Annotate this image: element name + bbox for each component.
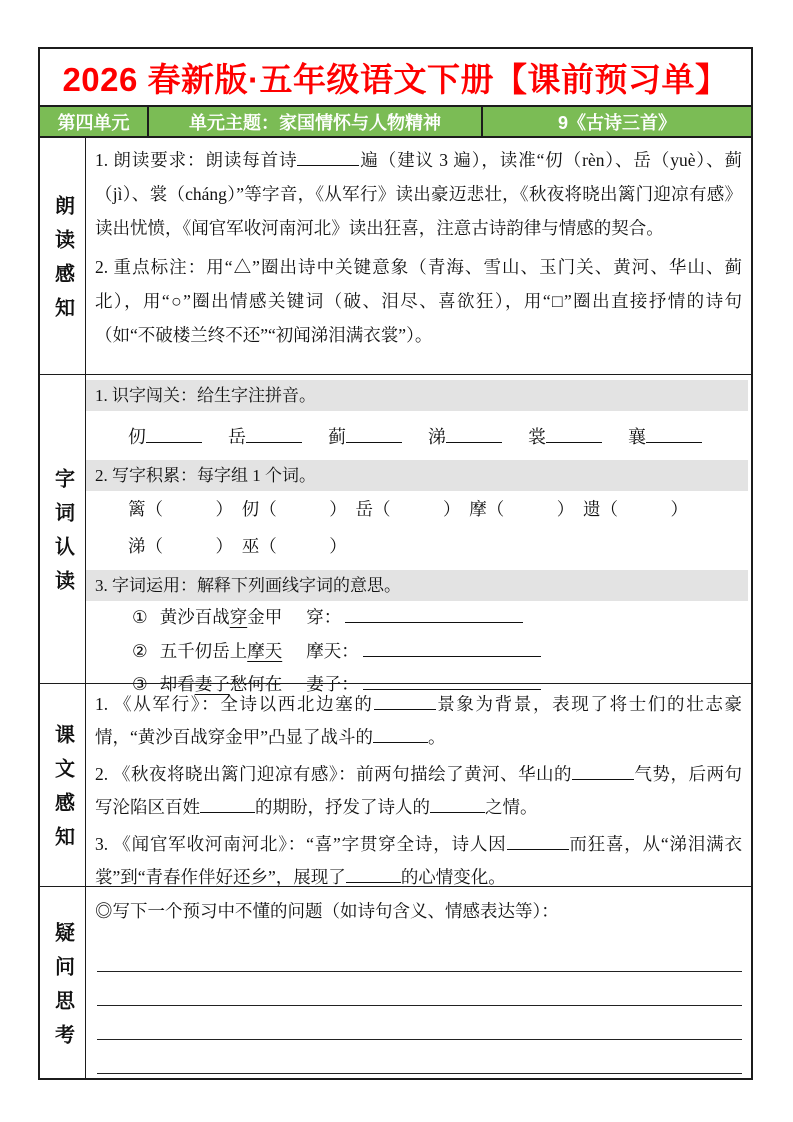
item-text: 的心情变化。 [400,867,506,887]
writing-line [97,1006,742,1040]
reading-item-1-text: 1. 朗读要求：朗读每首诗 [95,150,298,170]
section-comprehension-label-cell [40,684,86,886]
page-title: 2026 春新版·五年级语文下册【课前预习单】 [62,60,729,98]
pinyin-char: 襄 [628,427,646,447]
underlined-word: 摩天 [247,640,283,661]
words-heading-1: 1. 识字闯关：给生字注拼音。 [86,380,748,411]
pinyin-char: 涕 [428,427,446,447]
unit-number: 第四单元 [57,112,130,133]
section-reading-content [86,138,751,374]
fill-in-blank [374,692,436,710]
fill-in-blank [363,638,541,656]
item-text: 的期盼，抒发了诗人的 [255,797,430,817]
fill-in-blank [446,424,502,443]
phrase-text: 金甲 [247,607,283,627]
word-building-line-2: 涕（ ） 巫（ ） [128,536,347,556]
fill-in-blank [346,424,402,443]
fill-in-blank [507,832,569,850]
item-text: 之情。 [485,797,538,817]
section-questions [40,886,751,1078]
fill-in-blank [572,762,634,780]
fill-in-blank [297,148,359,166]
item-text: 1. 《从军行》：全诗以西北边塞的 [95,694,374,714]
section-comprehension [40,683,751,886]
pinyin-char: 岳 [228,427,246,447]
fill-in-blank [200,795,255,813]
question-prompt: ◎写下一个预习中不懂的问题（如诗句含义、情感表达等）： [95,901,559,921]
item-text: 。 [428,727,446,747]
item-text: 景象为背景，表现了将士们的壮志豪情，“黄沙百战穿金甲”凸显了战斗的 [95,694,743,747]
section-label: 课文感知 [51,724,74,860]
section-reading-label-cell [40,138,86,374]
fill-in-blank [546,424,602,443]
answer-label: 摩天： [306,640,359,661]
section-words-label-cell [40,375,86,683]
worksheet-page [38,47,753,1080]
item-number: ③ [132,674,148,694]
comprehension-item-2 [86,754,751,824]
phrase-text: 愁何在 [229,674,283,694]
item-number: ① [132,607,148,627]
section-words-content [86,375,751,694]
phrase-text: 却看 [159,674,195,694]
fill-in-blank [246,424,302,443]
reading-item-1-text-cont: 遍（建议 3 遍），读准“仞（rèn）、岳（yuè）、蓟（jì）、裳（cháng）”等字音，《从军行》读出豪迈悲壮，《秋夜将晓出篱门迎凉有感》读出忧愤，《闻官军收河南河北》读出狂喜，注意古诗韵律与情感的契合。 [95,150,742,238]
word-building-line-1: 篱（ ） 仞（ ） 岳（ ） 摩（ ） 遗（ ） [128,499,688,519]
item-text: 2. 《秋夜将晓出篱门迎凉有感》：前两句描绘了黄河、华山的 [95,764,573,784]
words-heading-3: 3. 字词运用：解释下列画线字词的意思。 [86,570,748,601]
unit-theme: 单元主题：家国情怀与人物精神 [147,107,483,136]
reading-item-1 [86,138,751,245]
writing-line [97,972,742,1006]
phrase-text: 黄沙百战 [159,607,230,627]
writing-line [97,1040,742,1074]
fill-in-blank [345,605,523,623]
section-words [40,374,751,694]
writing-lines [97,938,742,1074]
section-label: 字词认读 [51,468,74,604]
underlined-word: 穿 [229,607,248,627]
lesson-title: 9《古诗三首》 [557,112,676,133]
pinyin-char: 蓟 [328,427,346,447]
comprehension-item-1 [86,684,751,754]
section-comprehension-content [86,684,751,886]
section-questions-content [86,887,751,1078]
word-usage-item-1 [86,601,751,635]
fill-in-blank [346,865,401,883]
fill-in-blank [646,424,702,443]
fill-in-blank [430,795,485,813]
writing-line [97,938,742,972]
item-number: ② [132,640,148,661]
item-text: 而狂喜，从“涕泪满衣裳”到“青春作伴好还乡”，展现了 [95,834,742,887]
section-label: 疑问思考 [51,921,74,1058]
reading-item-2: 2. 重点标注：用“△”圈出诗中关键意象（青海、雪山、玉门关、黄河、华山、蓟北），用“○”圈出情感关键词（破、泪尽、喜欲狂），用“□”圈出直接抒情的诗句（如“不破楼兰终不还”“初闻涕泪满衣裳”）。 [95,257,742,345]
words-heading-2: 2. 写字积累：每字组 1 个词。 [86,460,748,491]
section-reading [40,138,751,374]
fill-in-blank [146,424,202,443]
section-questions-label-cell [40,887,86,1078]
answer-label: 妻子： [306,674,359,694]
item-text: 气势，后两句写沦陷区百姓 [95,764,743,817]
word-usage-item-2 [86,635,751,669]
comprehension-item-3 [86,824,751,894]
item-text: 3. 《闻官军收河南河北》：“喜”字贯穿全诗，诗人因 [95,834,507,854]
pinyin-char: 仞 [128,427,146,447]
underlined-word: 妻子 [194,674,230,694]
answer-label: 穿： [306,607,342,627]
phrase-text: 五千仞岳上 [159,640,248,661]
section-label: 朗读感知 [51,195,74,331]
unit-header-bar [40,105,751,138]
pinyin-char: 裳 [528,427,546,447]
fill-in-blank [373,725,428,743]
pinyin-line [86,411,751,455]
